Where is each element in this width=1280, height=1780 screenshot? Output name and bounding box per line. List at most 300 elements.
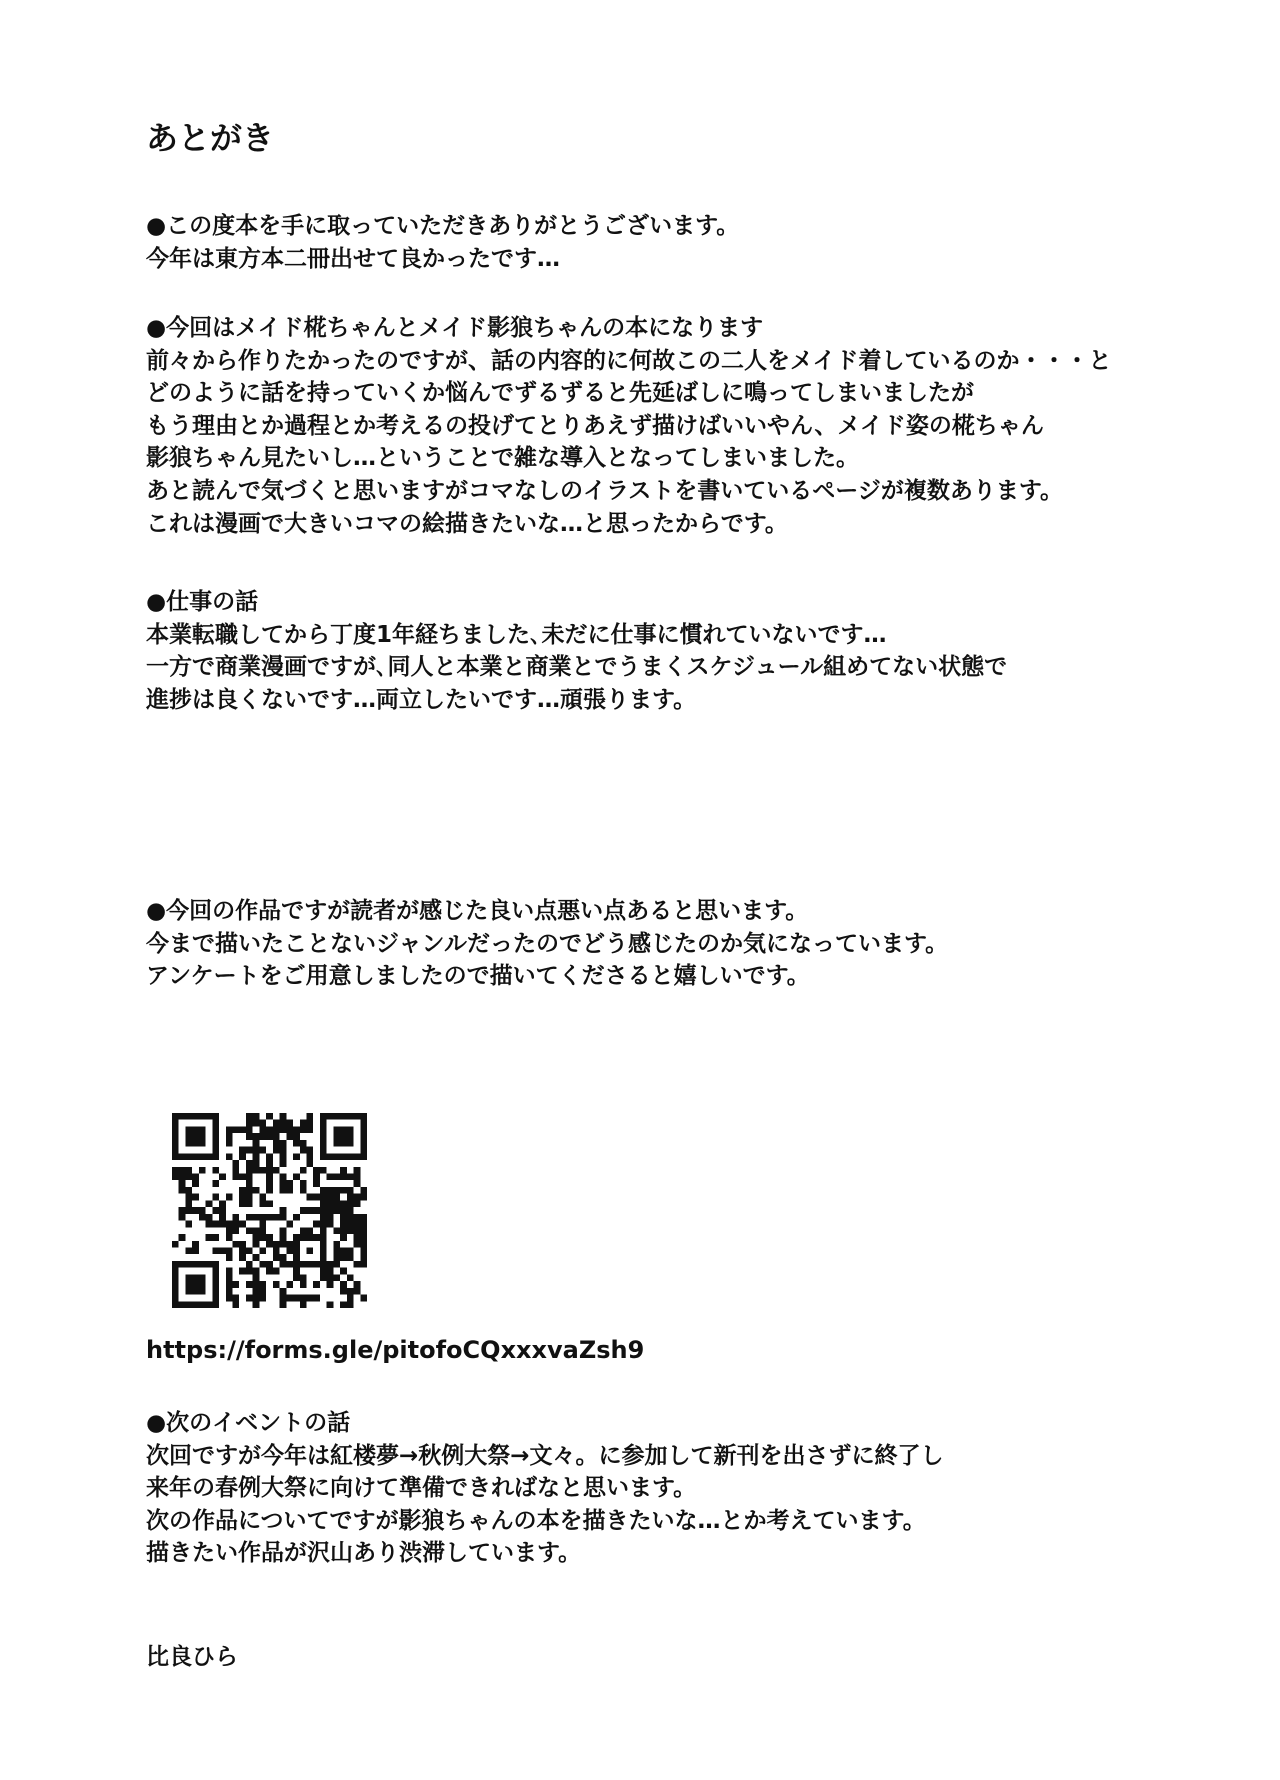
qr-module <box>327 1153 334 1160</box>
qr-module <box>172 1301 179 1308</box>
section-line: ●次のイベントの話 <box>146 1410 351 1436</box>
qr-module <box>172 1147 179 1154</box>
qr-module <box>185 1174 192 1181</box>
qr-module <box>212 1261 219 1268</box>
qr-module <box>192 1301 199 1308</box>
qr-module <box>354 1113 361 1120</box>
qr-module <box>226 1268 233 1275</box>
qr-module <box>320 1113 327 1120</box>
qr-module <box>306 1153 313 1160</box>
qr-module <box>354 1221 361 1228</box>
qr-module <box>179 1261 186 1268</box>
qr-module <box>192 1261 199 1268</box>
qr-module <box>327 1274 334 1281</box>
qr-module <box>206 1214 213 1221</box>
qr-module <box>286 1241 293 1248</box>
qr-module <box>320 1120 327 1127</box>
qr-module <box>199 1214 206 1221</box>
qr-module <box>300 1120 307 1127</box>
qr-module <box>320 1133 327 1140</box>
qr-module <box>172 1261 179 1268</box>
qr-module <box>360 1247 367 1254</box>
qr-module <box>246 1194 253 1201</box>
qr-module <box>280 1174 287 1181</box>
qr-module <box>199 1113 206 1120</box>
qr-module <box>320 1207 327 1214</box>
qr-module <box>179 1153 186 1160</box>
qr-module <box>300 1126 307 1133</box>
qr-module <box>360 1295 367 1302</box>
qr-module <box>266 1133 273 1140</box>
qr-module <box>293 1274 300 1281</box>
qr-module <box>233 1174 240 1181</box>
qr-module <box>354 1174 361 1181</box>
section-line: 来年の春例大祭に向けて準備できればなと思います。 <box>146 1475 697 1502</box>
qr-module <box>313 1180 320 1187</box>
section-survey <box>146 895 948 993</box>
qr-module <box>179 1180 186 1187</box>
qr-module <box>253 1301 260 1308</box>
qr-module <box>320 1126 327 1133</box>
qr-module <box>313 1207 320 1214</box>
page-title: あとがき <box>146 119 275 157</box>
qr-module <box>179 1301 186 1308</box>
qr-module <box>340 1207 347 1214</box>
qr-module <box>253 1268 260 1275</box>
qr-module <box>246 1180 253 1187</box>
qr-module <box>347 1187 354 1194</box>
qr-module <box>354 1261 361 1268</box>
qr-module <box>333 1227 340 1234</box>
qr-module <box>333 1254 340 1261</box>
qr-module <box>280 1207 287 1214</box>
qr-module <box>266 1187 273 1194</box>
qr-module <box>239 1221 246 1228</box>
qr-module <box>354 1153 361 1160</box>
qr-module <box>172 1174 179 1181</box>
qr-module <box>354 1167 361 1174</box>
qr-module <box>253 1281 260 1288</box>
qr-module <box>293 1133 300 1140</box>
qr-module <box>226 1153 233 1160</box>
qr-module <box>293 1126 300 1133</box>
qr-module <box>226 1254 233 1261</box>
qr-module <box>333 1207 340 1214</box>
qr-module <box>313 1295 320 1302</box>
qr-module <box>293 1140 300 1147</box>
qr-module <box>212 1167 219 1174</box>
qr-module <box>280 1147 287 1154</box>
qr-module <box>273 1147 280 1154</box>
qr-module <box>354 1200 361 1207</box>
qr-module <box>347 1221 354 1228</box>
qr-module <box>313 1174 320 1181</box>
qr-module <box>192 1126 199 1133</box>
section-line: これは漫画で大きいコマの絵描きたいな…と思ったからです。 <box>146 510 788 537</box>
section-next-event <box>146 1407 944 1570</box>
qr-module <box>246 1268 253 1275</box>
qr-module <box>347 1113 354 1120</box>
qr-module <box>280 1288 287 1295</box>
qr-module <box>259 1288 266 1295</box>
qr-module <box>185 1133 192 1140</box>
qr-module <box>333 1247 340 1254</box>
section-line: 前々から作りたかったのですが、話の内容的に何故この二人をメイド着しているのか・・・と <box>146 347 1112 374</box>
qr-module <box>340 1221 347 1228</box>
qr-module <box>273 1214 280 1221</box>
qr-module <box>313 1281 320 1288</box>
qr-module <box>172 1241 179 1248</box>
qr-module <box>280 1187 287 1194</box>
qr-module <box>347 1126 354 1133</box>
qr-module <box>266 1180 273 1187</box>
qr-module <box>246 1227 253 1234</box>
qr-module <box>212 1281 219 1288</box>
qr-module <box>347 1227 354 1234</box>
qr-module <box>273 1241 280 1248</box>
qr-module <box>300 1180 307 1187</box>
qr-module <box>333 1133 340 1140</box>
qr-module <box>192 1153 199 1160</box>
qr-module <box>320 1261 327 1268</box>
section-line: どのように話を持っていくか悩んでずるずると先延ばしに鳴ってしまいましたが <box>146 380 974 407</box>
qr-module <box>185 1187 192 1194</box>
section-line: 今年は東方本二冊出せて良かったです… <box>146 245 560 272</box>
qr-module <box>340 1254 347 1261</box>
qr-module <box>354 1227 361 1234</box>
qr-module <box>347 1194 354 1201</box>
qr-module <box>306 1247 313 1254</box>
qr-module <box>300 1167 307 1174</box>
qr-module <box>185 1274 192 1281</box>
qr-module <box>293 1153 300 1160</box>
qr-module <box>172 1167 179 1174</box>
qr-module <box>212 1126 219 1133</box>
qr-module <box>320 1200 327 1207</box>
qr-module <box>313 1261 320 1268</box>
qr-module <box>172 1140 179 1147</box>
qr-module <box>246 1120 253 1127</box>
qr-module <box>226 1140 233 1147</box>
qr-module <box>266 1113 273 1120</box>
qr-module <box>259 1167 266 1174</box>
qr-module <box>300 1295 307 1302</box>
qr-module <box>320 1194 327 1201</box>
qr-module <box>266 1174 273 1181</box>
qr-module <box>306 1207 313 1214</box>
qr-module <box>333 1187 340 1194</box>
qr-module <box>347 1174 354 1181</box>
qr-module <box>172 1153 179 1160</box>
qr-module <box>300 1281 307 1288</box>
section-line: 影狼ちゃん見たいし…ということで雑な導入となってしまいました。 <box>146 445 859 472</box>
qr-module <box>293 1254 300 1261</box>
qr-module <box>253 1167 260 1174</box>
qr-module <box>239 1247 246 1254</box>
qr-module <box>340 1167 347 1174</box>
qr-module <box>360 1254 367 1261</box>
qr-module <box>320 1214 327 1221</box>
section-line: アンケートをご用意しましたので描いてくださると嬉しいです。 <box>146 963 810 990</box>
qr-module <box>306 1160 313 1167</box>
qr-module <box>280 1180 287 1187</box>
qr-module <box>212 1234 219 1241</box>
qr-module <box>286 1295 293 1302</box>
qr-module <box>206 1301 213 1308</box>
qr-module <box>259 1295 266 1302</box>
qr-module <box>259 1261 266 1268</box>
qr-module <box>259 1200 266 1207</box>
qr-module <box>212 1221 219 1228</box>
qr-module <box>212 1194 219 1201</box>
qr-module <box>239 1147 246 1154</box>
qr-module <box>185 1281 192 1288</box>
qr-module <box>313 1234 320 1241</box>
qr-module <box>340 1187 347 1194</box>
qr-module <box>340 1140 347 1147</box>
qr-module <box>253 1288 260 1295</box>
qr-module <box>266 1234 273 1241</box>
qr-module <box>300 1147 307 1154</box>
qr-module <box>313 1167 320 1174</box>
qr-module <box>333 1153 340 1160</box>
qr-module <box>306 1295 313 1302</box>
qr-module <box>172 1274 179 1281</box>
qr-module <box>360 1126 367 1133</box>
qr-module <box>320 1227 327 1234</box>
qr-module <box>340 1301 347 1308</box>
qr-module <box>340 1281 347 1288</box>
qr-module <box>212 1113 219 1120</box>
qr-module <box>179 1214 186 1221</box>
qr-module <box>179 1234 186 1241</box>
qr-module <box>293 1234 300 1241</box>
qr-module <box>354 1180 361 1187</box>
section-work <box>146 586 1007 716</box>
qr-module <box>233 1214 240 1221</box>
qr-module <box>320 1268 327 1275</box>
qr-module <box>360 1194 367 1201</box>
author-signature: 比良ひら <box>146 1644 238 1670</box>
qr-module <box>185 1247 192 1254</box>
qr-module <box>327 1174 334 1181</box>
qr-module <box>259 1214 266 1221</box>
qr-module <box>300 1140 307 1147</box>
qr-module <box>266 1214 273 1221</box>
qr-module <box>327 1261 334 1268</box>
qr-module <box>286 1120 293 1127</box>
qr-module <box>354 1241 361 1248</box>
qr-module <box>212 1207 219 1214</box>
qr-module <box>360 1261 367 1268</box>
qr-module <box>226 1194 233 1201</box>
section-line: あと読んで気づくと思いますがコマなしのイラストを書いているページが複数あります。 <box>146 477 1064 504</box>
qr-module <box>300 1301 307 1308</box>
qr-module <box>360 1214 367 1221</box>
qr-module <box>192 1140 199 1147</box>
qr-module <box>340 1200 347 1207</box>
qr-module <box>206 1153 213 1160</box>
qr-module <box>340 1153 347 1160</box>
qr-module <box>219 1247 226 1254</box>
qr-module <box>306 1147 313 1154</box>
qr-module <box>253 1120 260 1127</box>
qr-module <box>199 1281 206 1288</box>
qr-module <box>340 1227 347 1234</box>
qr-module <box>280 1153 287 1160</box>
qr-module <box>219 1214 226 1221</box>
qr-module <box>280 1241 287 1248</box>
qr-module <box>192 1281 199 1288</box>
qr-module <box>212 1274 219 1281</box>
qr-module <box>233 1126 240 1133</box>
qr-module <box>333 1200 340 1207</box>
qr-module <box>192 1288 199 1295</box>
qr-module <box>199 1261 206 1268</box>
qr-module <box>320 1254 327 1261</box>
qr-module <box>320 1274 327 1281</box>
qr-module <box>246 1200 253 1207</box>
qr-module <box>253 1133 260 1140</box>
qr-module <box>185 1113 192 1120</box>
qr-module <box>347 1214 354 1221</box>
qr-module <box>347 1133 354 1140</box>
qr-module <box>239 1254 246 1261</box>
qr-module <box>206 1234 213 1241</box>
qr-module <box>280 1234 287 1241</box>
qr-module <box>286 1261 293 1268</box>
section-line: 本業転職してから丁度1年経ちました､未だに仕事に慣れていないです… <box>146 621 887 648</box>
qr-module <box>293 1241 300 1248</box>
qr-module <box>320 1140 327 1147</box>
qr-module <box>333 1113 340 1120</box>
qr-module <box>199 1301 206 1308</box>
qr-module <box>239 1200 246 1207</box>
qr-module <box>259 1227 266 1234</box>
section-line: ●この度本を手に取っていただきありがとうございます。 <box>146 213 740 239</box>
qr-module <box>360 1153 367 1160</box>
qr-module <box>179 1113 186 1120</box>
qr-module <box>239 1268 246 1275</box>
qr-module <box>226 1126 233 1133</box>
qr-module <box>192 1207 199 1214</box>
qr-module <box>360 1234 367 1241</box>
qr-module <box>327 1281 334 1288</box>
qr-module <box>340 1247 347 1254</box>
qr-module <box>280 1254 287 1261</box>
qr-module <box>347 1274 354 1281</box>
qr-module <box>206 1261 213 1268</box>
qr-module <box>259 1133 266 1140</box>
qr-module <box>266 1160 273 1167</box>
qr-module <box>192 1180 199 1187</box>
qr-module <box>199 1133 206 1140</box>
qr-module <box>266 1167 273 1174</box>
qr-module <box>340 1288 347 1295</box>
qr-module <box>320 1187 327 1194</box>
qr-module <box>199 1288 206 1295</box>
qr-module <box>246 1126 253 1133</box>
qr-module <box>185 1207 192 1214</box>
qr-module <box>246 1187 253 1194</box>
qr-module <box>253 1254 260 1261</box>
qr-module <box>259 1234 266 1241</box>
qr-module <box>172 1288 179 1295</box>
qr-module <box>206 1200 213 1207</box>
qr-module <box>273 1281 280 1288</box>
qr-module <box>233 1295 240 1302</box>
qr-module <box>347 1200 354 1207</box>
qr-module <box>286 1180 293 1187</box>
qr-module <box>246 1281 253 1288</box>
qr-module <box>266 1268 273 1275</box>
qr-module <box>212 1140 219 1147</box>
qr-module <box>206 1221 213 1228</box>
qr-module <box>333 1274 340 1281</box>
qr-module <box>273 1133 280 1140</box>
qr-module <box>293 1174 300 1181</box>
qr-module <box>172 1295 179 1302</box>
qr-module <box>246 1261 253 1268</box>
qr-module <box>259 1194 266 1201</box>
qr-module <box>219 1221 226 1228</box>
qr-module <box>293 1247 300 1254</box>
qr-module <box>306 1194 313 1201</box>
qr-module <box>266 1200 273 1207</box>
qr-module <box>280 1295 287 1302</box>
qr-module <box>280 1113 287 1120</box>
qr-module <box>212 1153 219 1160</box>
qr-module <box>239 1126 246 1133</box>
qr-module <box>333 1126 340 1133</box>
section-line: 次回ですが今年は紅楼夢→秋例大祭→文々。に参加して新刊を出さずに終了し <box>146 1442 944 1469</box>
qr-module <box>199 1153 206 1160</box>
qr-module <box>300 1234 307 1241</box>
qr-module <box>306 1126 313 1133</box>
qr-module <box>172 1268 179 1275</box>
survey-url-link[interactable]: https://forms.gle/pitofoCQxxxvaZsh9 <box>146 1336 645 1364</box>
qr-module <box>327 1268 334 1275</box>
section-line: 次の作品についてですが影狼ちゃんの本を描きたいな…とか考えています。 <box>146 1507 926 1534</box>
qr-module <box>286 1221 293 1228</box>
qr-module <box>354 1288 361 1295</box>
qr-module <box>246 1167 253 1174</box>
qr-module <box>360 1227 367 1234</box>
section-line: 描きたい作品が沢山あり渋滞しています。 <box>146 1540 582 1567</box>
qr-code-icon[interactable] <box>172 1113 367 1308</box>
qr-module <box>333 1194 340 1201</box>
qr-module <box>239 1241 246 1248</box>
qr-module <box>333 1140 340 1147</box>
qr-module <box>179 1207 186 1214</box>
qr-module <box>212 1120 219 1127</box>
qr-module <box>185 1167 192 1174</box>
qr-module <box>273 1268 280 1275</box>
qr-module <box>340 1126 347 1133</box>
qr-module <box>219 1207 226 1214</box>
qr-module <box>192 1247 199 1254</box>
section-line: 進捗は良くないです…両立したいです…頑張ります。 <box>146 686 697 713</box>
section-line: ●今回の作品ですが読者が感じた良い点悪い点あると思います。 <box>146 898 809 924</box>
qr-module <box>280 1301 287 1308</box>
qr-module <box>192 1174 199 1181</box>
qr-module <box>246 1174 253 1181</box>
qr-module <box>280 1160 287 1167</box>
qr-module <box>172 1133 179 1140</box>
qr-module <box>333 1241 340 1248</box>
qr-module <box>340 1214 347 1221</box>
qr-module <box>199 1274 206 1281</box>
